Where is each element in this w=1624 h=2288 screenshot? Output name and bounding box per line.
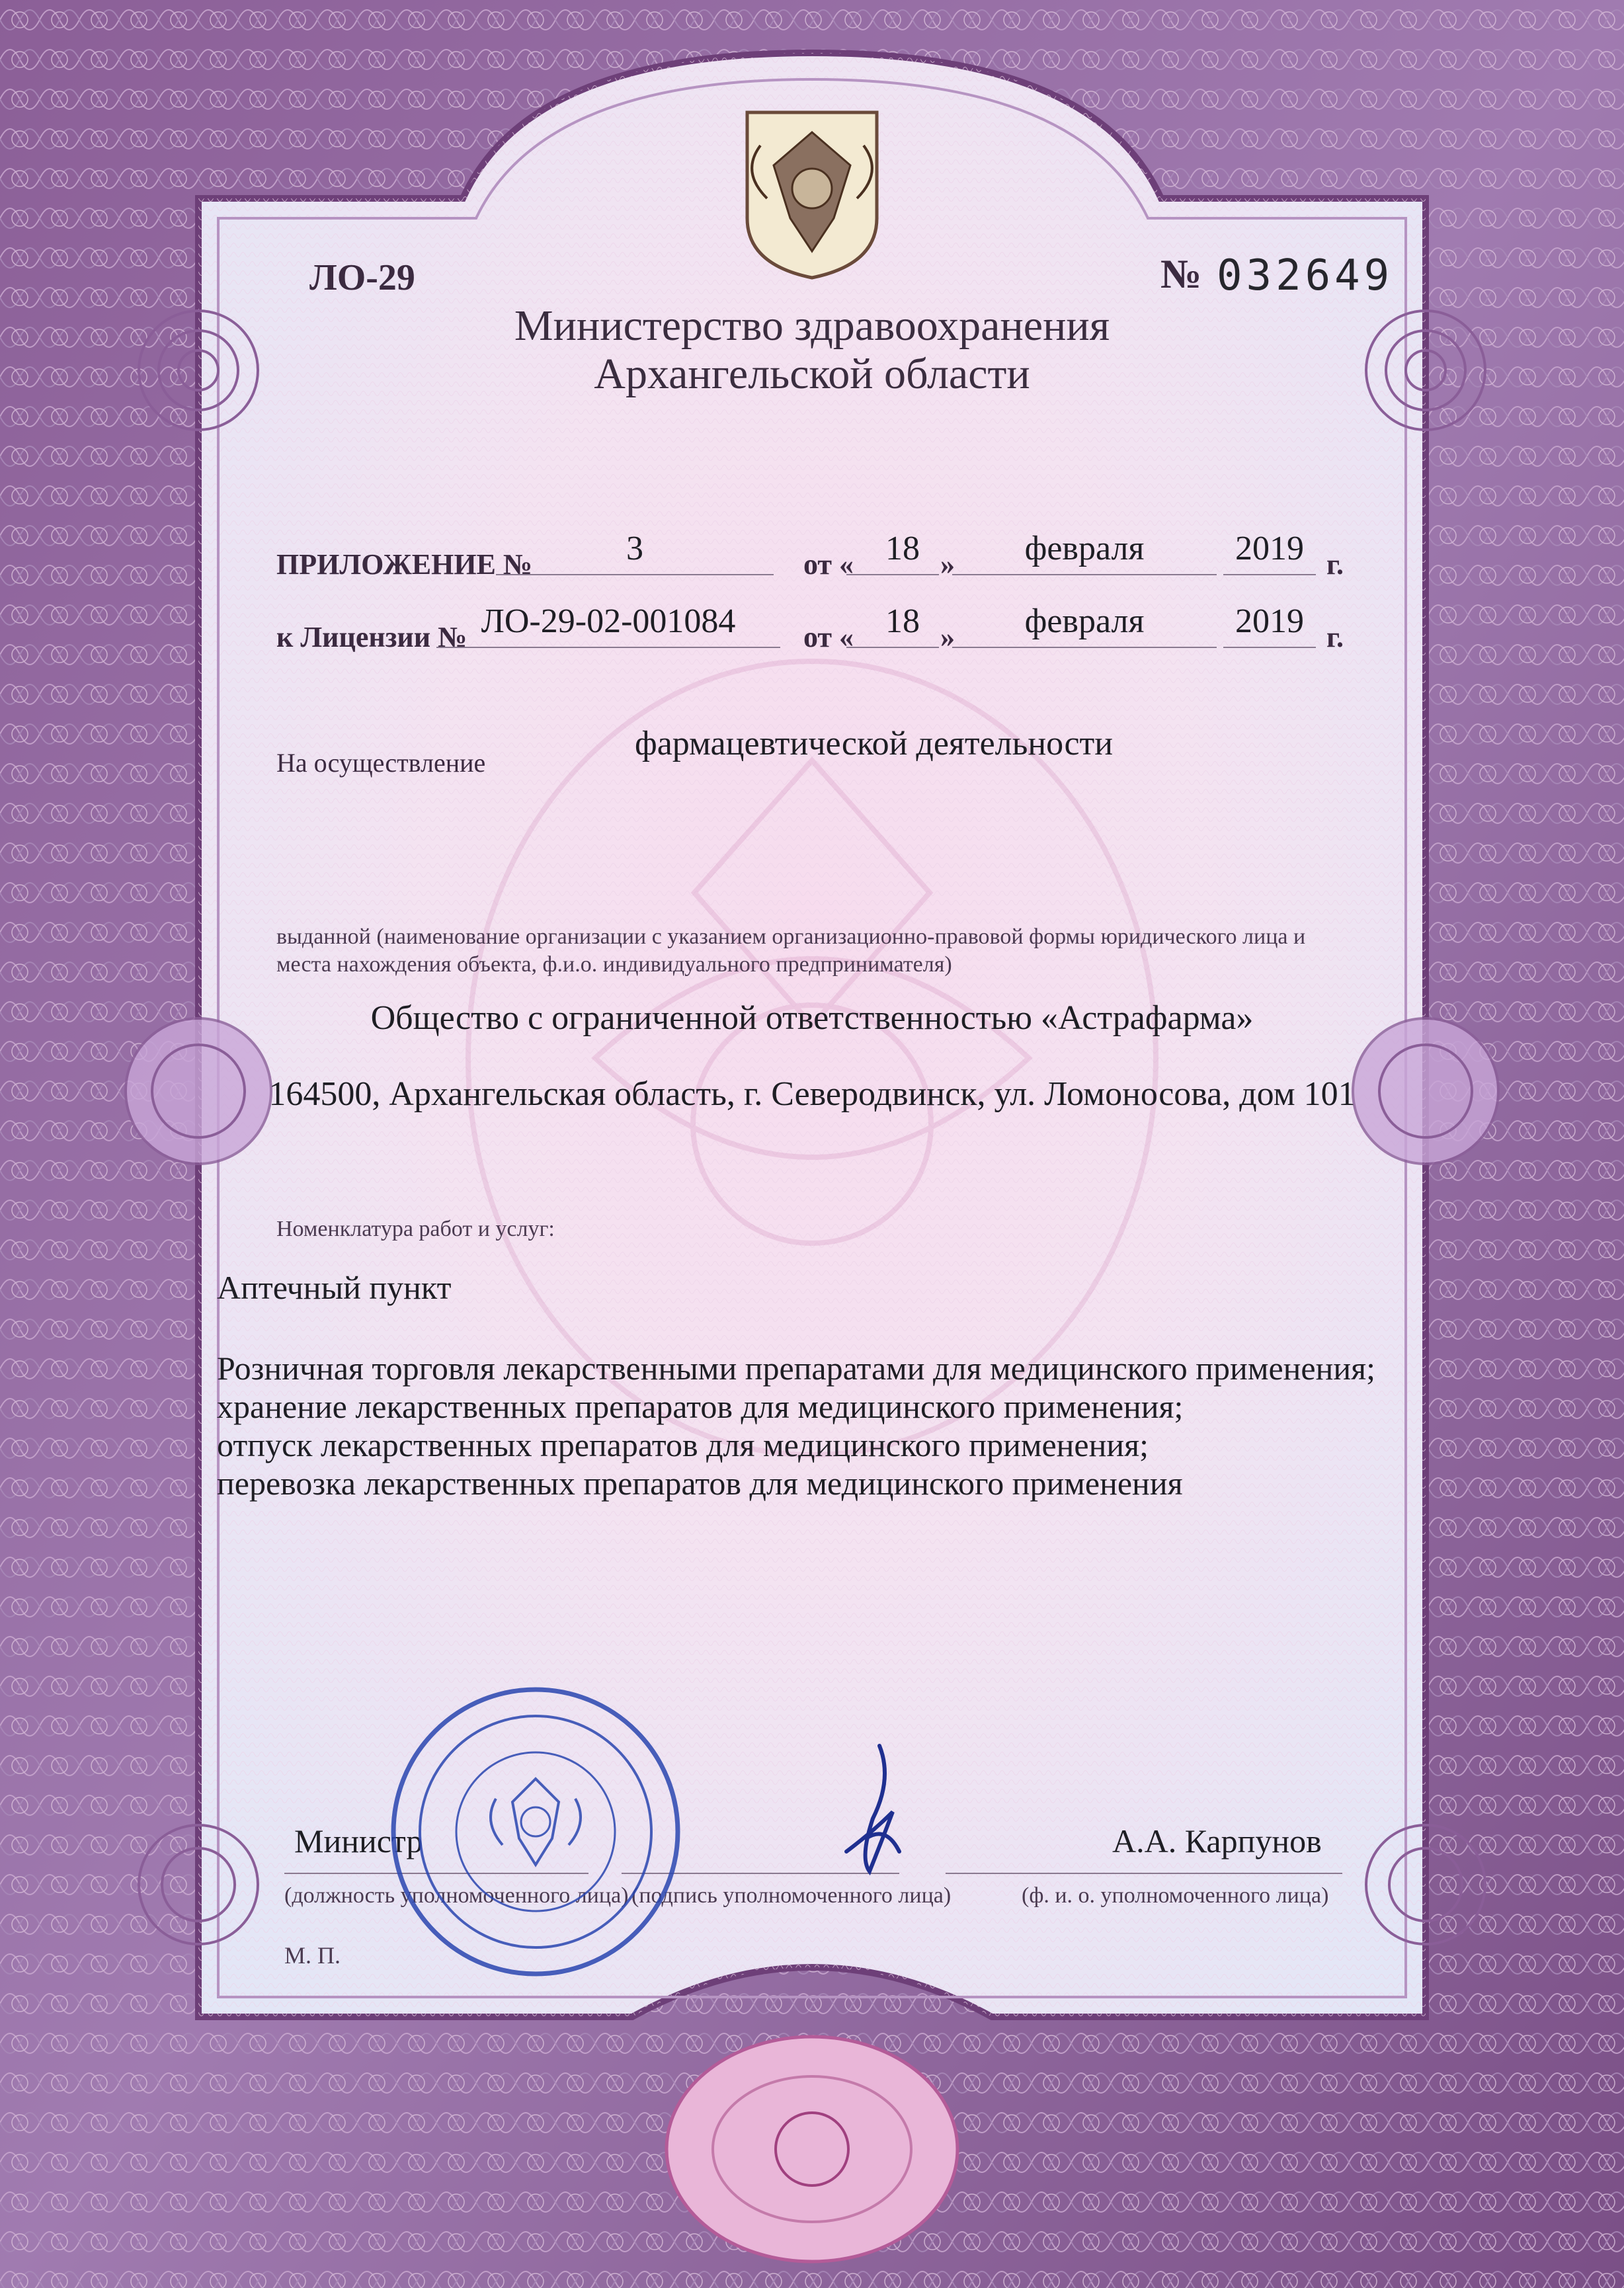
number-label: № bbox=[1160, 252, 1202, 297]
license-year: 2019 bbox=[1235, 602, 1304, 640]
document-number: 032649 bbox=[1217, 251, 1394, 300]
license-year-suffix: г. bbox=[1326, 621, 1344, 653]
appendix-day: 18 bbox=[885, 530, 920, 567]
name-line bbox=[946, 1873, 1342, 1874]
license-year-line bbox=[1223, 647, 1316, 648]
license-month-line bbox=[952, 647, 1217, 648]
service-item: перевозка лекарственных препаратов для медицинского применения bbox=[217, 1465, 1183, 1502]
signatory-name: А.А. Карпунов bbox=[1112, 1822, 1322, 1859]
appendix-quote-close: » bbox=[940, 548, 955, 581]
license-number-line bbox=[436, 647, 780, 648]
activity-value: фармацевтической деятельности bbox=[635, 725, 1114, 762]
appendix-year-suffix: г. bbox=[1326, 548, 1344, 581]
service-item: Розничная торговля лекарственными препаратами для медицинского применения; bbox=[217, 1350, 1376, 1387]
handwritten-signature bbox=[833, 1739, 926, 1885]
signature-caption: (подпись уполномоченного лица) bbox=[631, 1883, 952, 1908]
appendix-year: 2019 bbox=[1235, 530, 1304, 567]
nomenclature-caption: Номенклатура работ и услуг: bbox=[276, 1217, 555, 1241]
appendix-day-line bbox=[846, 574, 939, 575]
service-item: отпуск лекарственных препаратов для медицинского применения; bbox=[217, 1426, 1149, 1463]
appendix-number-line bbox=[496, 574, 774, 575]
official-seal-stamp bbox=[384, 1680, 688, 1984]
license-day: 18 bbox=[885, 602, 920, 640]
appendix-year-line bbox=[1223, 574, 1316, 575]
coat-of-arms-emblem bbox=[747, 112, 877, 278]
unit-type: Аптечный пункт bbox=[217, 1269, 452, 1306]
seal-place-label: М. П. bbox=[284, 1942, 341, 1969]
form-series: ЛО-29 bbox=[309, 257, 415, 298]
organization-name: Общество с ограниченной ответственностью «Астрафарма» bbox=[370, 999, 1254, 1037]
position-caption: (должность уполномоченного лица) bbox=[284, 1883, 629, 1908]
license-quote-close: » bbox=[940, 621, 955, 653]
license-number: ЛО-29-02-001084 bbox=[481, 602, 736, 640]
license-day-line bbox=[846, 647, 939, 648]
appendix-number: 3 bbox=[626, 530, 643, 567]
license-label: к Лицензии № bbox=[276, 621, 467, 653]
appendix-month: февраля bbox=[1024, 530, 1145, 567]
license-month: февраля bbox=[1024, 602, 1145, 640]
appendix-month-line bbox=[952, 574, 1217, 575]
name-caption: (ф. и. о. уполномоченного лица) bbox=[1022, 1883, 1329, 1908]
issued-caption-line1: выданной (наименование организации с указанием организационно-правовой формы юридического лица и bbox=[276, 924, 1306, 949]
license-from-label: от « bbox=[803, 621, 854, 653]
appendix-label: ПРИЛОЖЕНИЕ № bbox=[276, 548, 533, 581]
activity-label: На осуществление bbox=[276, 748, 486, 778]
ministry-name-line2: Архангельской области bbox=[594, 350, 1030, 398]
ministry-name-line1: Министерство здравоохранения bbox=[514, 302, 1110, 350]
appendix-from-label: от « bbox=[803, 548, 854, 581]
organization-address: 164500, Архангельская область, г. Северодвинск, ул. Ломоносова, дом 101 bbox=[268, 1075, 1356, 1113]
service-item: хранение лекарственных препаратов для медицинского применения; bbox=[217, 1388, 1184, 1425]
signatory-position: Министр bbox=[294, 1822, 423, 1859]
issued-caption-line2: места нахождения объекта, ф.и.о. индивидуального предпринимателя) bbox=[276, 952, 952, 977]
